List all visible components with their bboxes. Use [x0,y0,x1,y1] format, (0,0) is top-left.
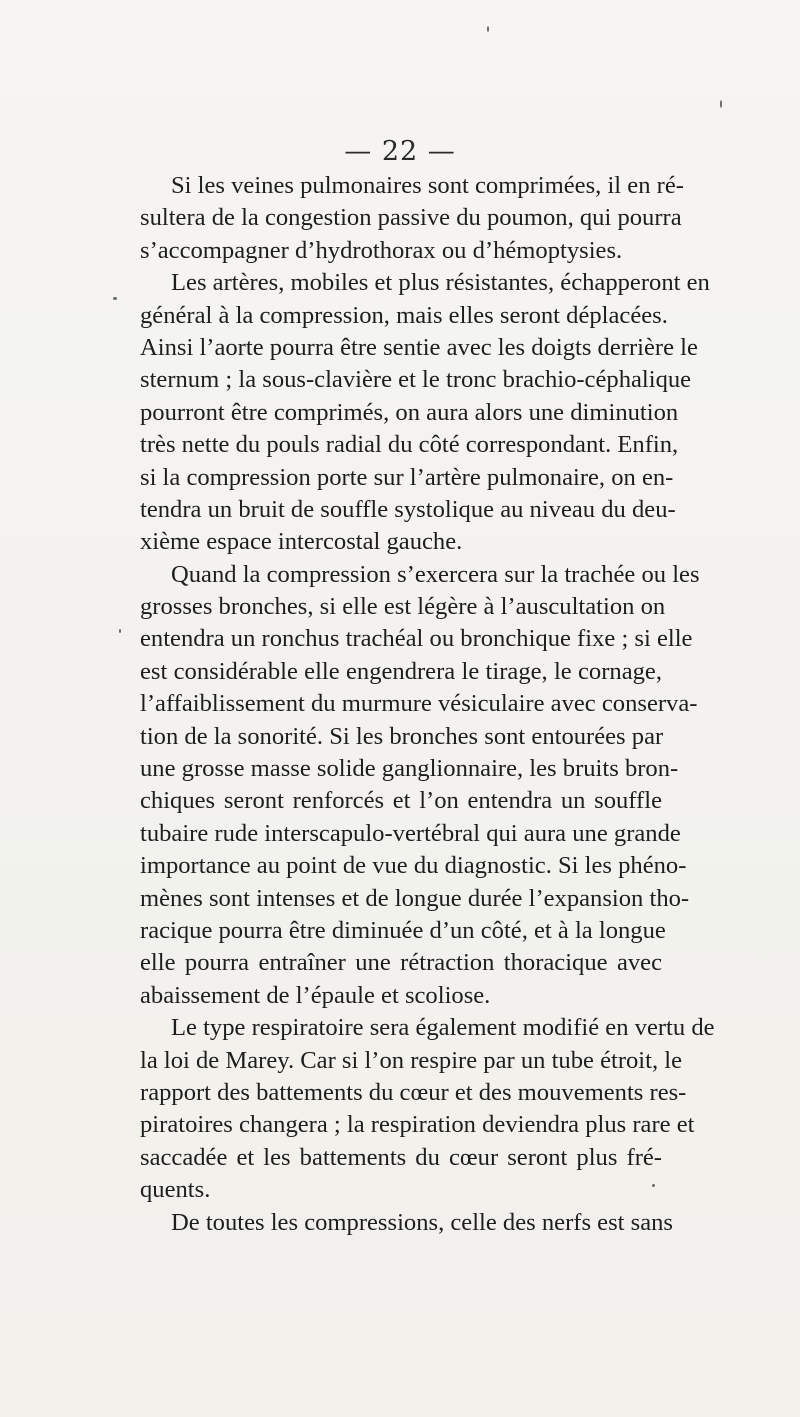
paper-speck [487,26,489,32]
text-line: sternum ; la sous-clavière et le tronc brachio-céphalique [140,366,692,394]
text-line: Quand la compression s’exercera sur la trachée ou les [171,560,700,588]
text-line: De toutes les compressions, celle des nerfs est sans [171,1208,673,1236]
text-line: la loi de Marey. Car si l’on respire par un tube étroit, le [140,1046,683,1074]
text-line: si la compression porte sur l’artère pulmonaire, on en- [140,463,674,491]
text-line: s’accompagner d’hydrothorax ou d’hémoptysies. [140,236,623,264]
text-line: tendra un bruit de souffle systolique au niveau du deu- [140,495,676,523]
text-line: tubaire rude interscapulo-vertébral qui aura une grande [140,819,681,847]
text-line: elle pourra entraîner une rétraction thoracique avec [140,949,662,977]
text-line: sultera de la congestion passive du poumon, qui pourra [140,204,682,232]
text-line: chiques seront renforcés et l’on entendra un souffle [140,787,662,815]
text-line: quents. [140,1176,211,1204]
text-line: grosses bronches, si elle est légère à l’auscultation on [140,593,666,621]
text-line: une grosse masse solide ganglionnaire, les bruits bron- [140,755,679,783]
text-line: xième espace intercostal gauche. [140,528,463,556]
text-line: très nette du pouls radial du côté correspondant. Enfin, [140,431,679,459]
text-line: Si les veines pulmonaires sont comprimées, il en ré- [171,172,684,199]
page-number: — 22 — [344,136,456,167]
text-line: général à la compression, mais elles seront déplacées. [140,301,668,329]
text-line: rapport des battements du cœur et des mouvements res- [140,1078,687,1106]
text-line: Ainsi l’aorte pourra être sentie avec les doigts derrière le [140,333,698,361]
text-line: mènes sont intenses et de longue durée l’expansion tho- [140,884,690,912]
paper-speck [119,629,121,633]
text-line: l’affaiblissement du murmure vésiculaire avec conserva- [140,690,698,718]
text-line: abaissement de l’épaule et scoliose. [140,981,491,1009]
paper-speck [113,297,117,300]
text-line: importance au point de vue du diagnostic. Si les phéno- [140,852,687,880]
text-line: racique pourra être diminuée d’un côté, et à la longue [140,916,666,944]
text-line: piratoires changera ; la respiration deviendra plus rare et [140,1111,695,1139]
text-line: Les artères, mobiles et plus résistantes, échapperont en [171,269,710,297]
text-line: Le type respiratoire sera également modifié en vertu de [171,1014,715,1042]
paper-speck [720,100,722,108]
text-line: saccadée et les battements du cœur seront plus fré- [140,1143,662,1171]
text-line: tion de la sonorité. Si les bronches sont entourées par [140,722,664,750]
body-text [140,170,715,1239]
text-line: entendra un ronchus trachéal ou bronchique fixe ; si elle [140,625,693,653]
paper-speck [652,1184,655,1187]
text-line: est considérable elle engendrera le tirage, le cornage, [140,657,662,685]
text-line: pourront être comprimés, on aura alors une diminution [140,398,679,426]
